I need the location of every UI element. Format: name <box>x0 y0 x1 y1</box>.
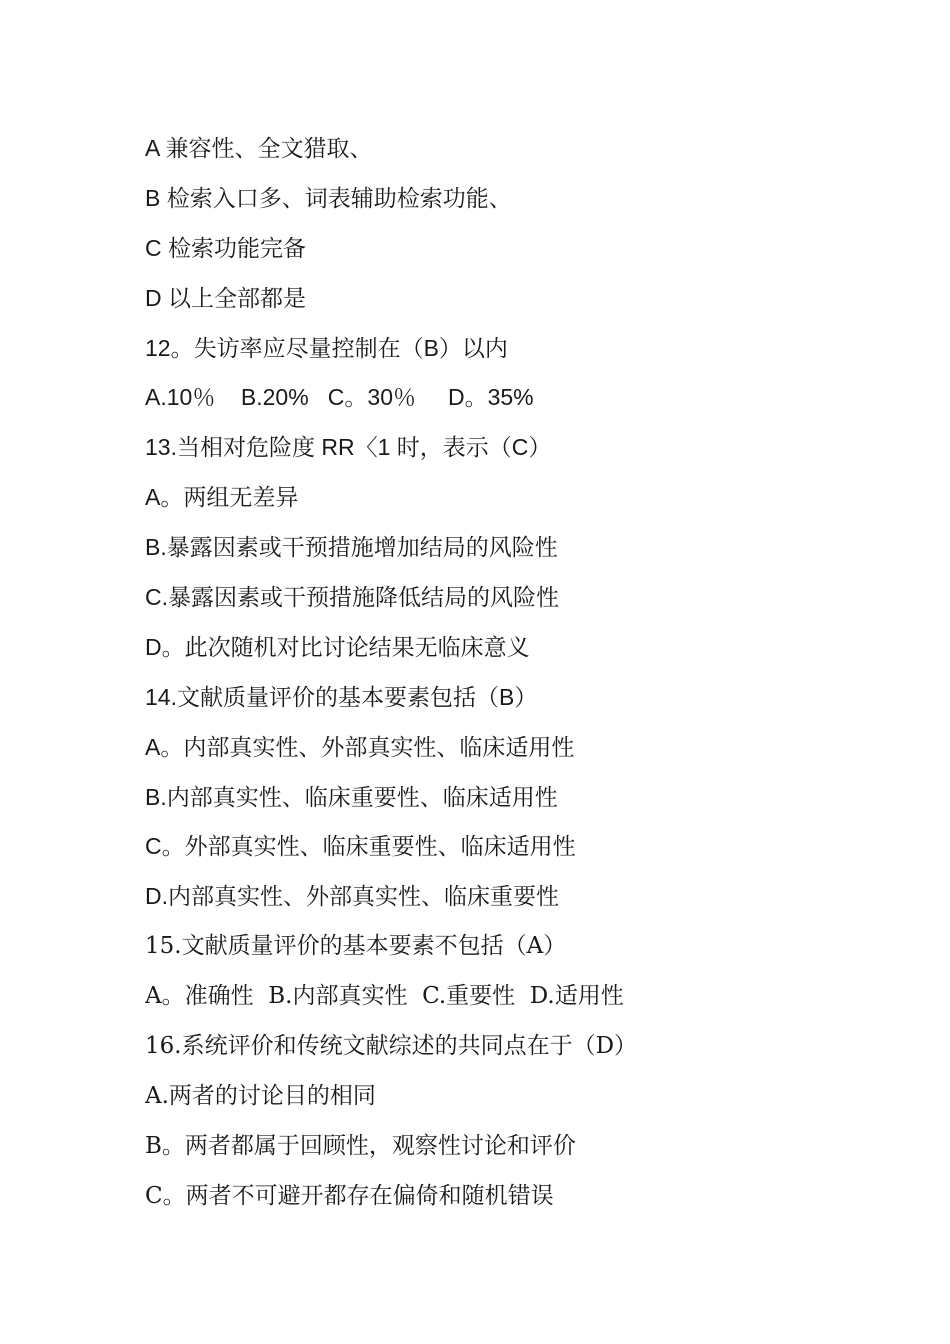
question-12: 12。失访率应尽量控制在（B）以内 <box>145 334 508 361</box>
question-15-options: A。准确性 B.内部真实性 C.重要性 D.适用性 <box>145 983 624 1010</box>
question-14-option-c: C。外部真实性、临床重要性、临床适用性 <box>145 833 576 860</box>
question-16-option-a: A.两者的讨论目的相同 <box>145 1082 376 1109</box>
question-16-option-b: B。两者都属于回顾性，观察性讨论和评价 <box>145 1132 576 1159</box>
option-b-line: B 检索入口多、词表辅助检索功能、 <box>145 184 512 211</box>
question-13-option-d: D。此次随机对比讨论结果无临床意义 <box>145 633 530 660</box>
question-13-option-a: A。两组无差异 <box>145 484 299 511</box>
question-12-options: A.10％ B.20% C。30％ D。35% <box>145 384 534 411</box>
option-a-line: A 兼容性、全文猎取、 <box>145 135 373 161</box>
question-16: 16.系统评价和传统文献综述的共同点在于（D） <box>145 1033 638 1060</box>
question-15: 15.文献质量评价的基本要素不包括（A） <box>145 933 567 960</box>
question-13-option-c: C.暴露因素或干预措施降低结局的风险性 <box>145 584 559 611</box>
question-14-option-d: D.内部真实性、外部真实性、临床重要性 <box>145 883 559 910</box>
question-16-option-c: C。两者不可避开都存在偏倚和随机错误 <box>145 1182 554 1209</box>
option-c-line: C 检索功能完备 <box>145 234 306 261</box>
question-14-option-b: B.内部真实性、临床重要性、临床适用性 <box>145 783 558 810</box>
option-d-line: D 以上全部都是 <box>145 284 306 311</box>
question-13-option-b: B.暴露因素或干预措施增加结局的风险性 <box>145 534 558 561</box>
question-13: 13.当相对危险度 RR〈1 时，表示（C） <box>145 434 552 461</box>
question-14-option-a: A。内部真实性、外部真实性、临床适用性 <box>145 733 575 760</box>
document-body <box>145 124 865 1222</box>
question-14: 14.文献质量评价的基本要素包括（B） <box>145 683 538 710</box>
